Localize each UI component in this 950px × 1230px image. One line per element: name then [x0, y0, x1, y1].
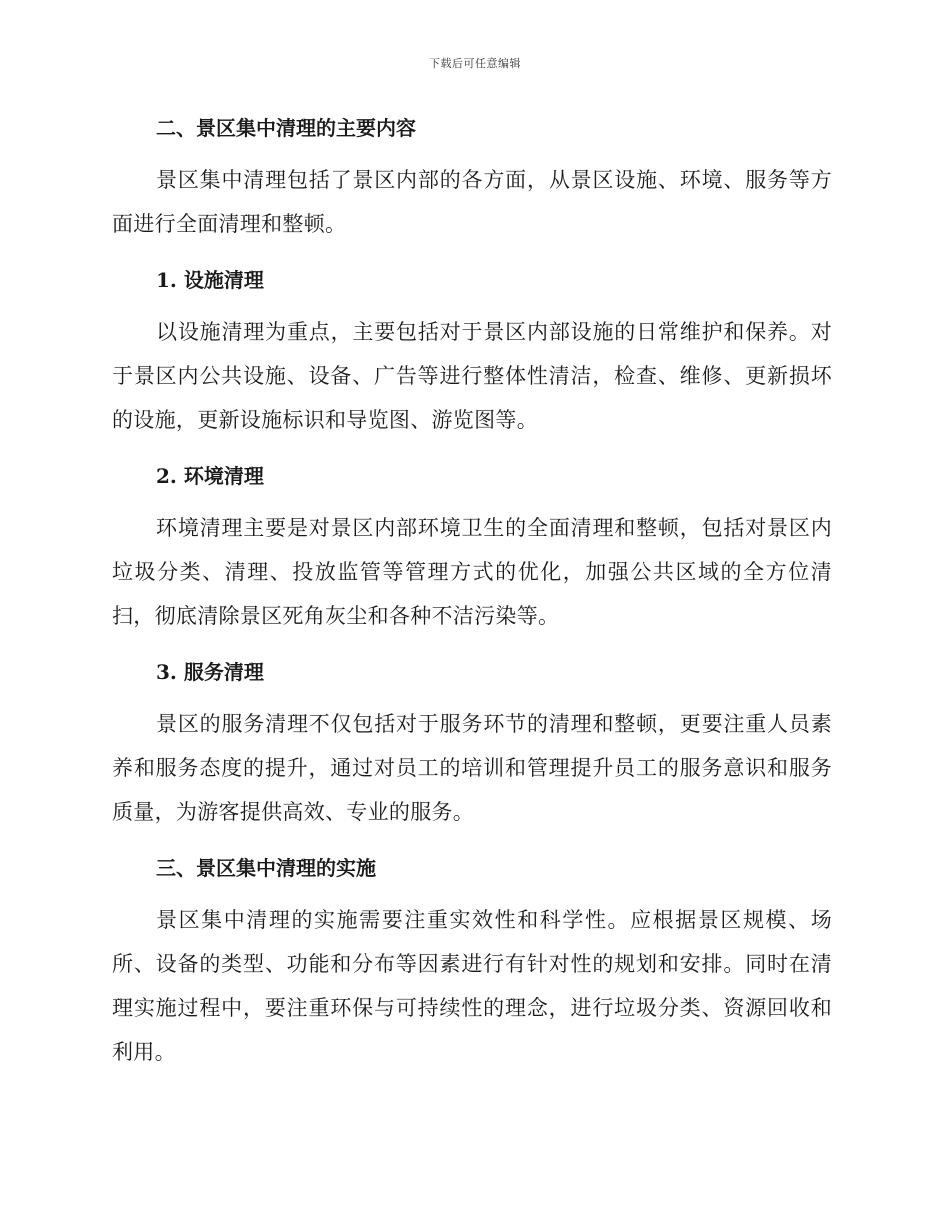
paragraph-service-cleanup: 景区的服务清理不仅包括对于服务环节的清理和整顿，更要注重人员素养和服务态度的提升，通过对员工的培训和管理提升员工的服务意识和服务质量，为游客提供高效、专业的服务。: [112, 712, 832, 824]
section-heading-main-content: 二、景区集中清理的主要内容: [156, 116, 416, 140]
document-body: [112, 108, 832, 1074]
paragraph-main-content: 景区集中清理包括了景区内部的各方面，从景区设施、环境、服务等方面进行全面清理和整顿。: [112, 168, 832, 236]
section-heading-implementation: 三、景区集中清理的实施: [156, 856, 376, 880]
section-heading-facility-cleanup: 1. 设施清理: [156, 268, 264, 292]
paragraph-implementation: 景区集中清理的实施需要注重实效性和科学性。应根据景区规模、场所、设备的类型、功能和分布等因素进行有针对性的规划和安排。同时在清理实施过程中，要注重环保与可持续性的理念，进行垃圾分类、资源回收和利用。: [112, 908, 832, 1064]
paragraph-facility-cleanup: 以设施清理为重点，主要包括对于景区内部设施的日常维护和保养。对于景区内公共设施、设备、广告等进行整体性清洁，检查、维修、更新损坏的设施，更新设施标识和导览图、游览图等。: [112, 320, 832, 432]
header-note: 下载后可任意编辑: [429, 57, 521, 70]
section-heading-environment-cleanup: 2. 环境清理: [156, 464, 264, 488]
paragraph-environment-cleanup: 环境清理主要是对景区内部环境卫生的全面清理和整顿，包括对景区内垃圾分类、清理、投放监管等管理方式的优化，加强公共区域的全方位清扫，彻底清除景区死角灰尘和各种不洁污染等。: [112, 516, 832, 628]
section-heading-service-cleanup: 3. 服务清理: [156, 660, 264, 684]
